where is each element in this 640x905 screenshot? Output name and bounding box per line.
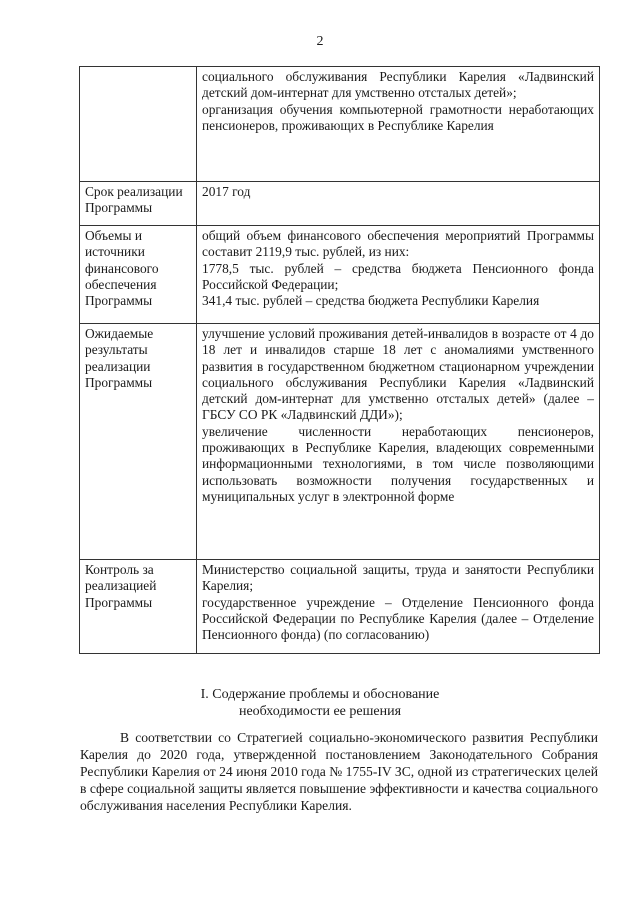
row-label bbox=[80, 67, 197, 182]
table-row-funding bbox=[80, 226, 600, 324]
section-heading-line: I. Содержание проблемы и обоснование bbox=[200, 687, 440, 702]
row-value bbox=[197, 182, 600, 226]
row-value bbox=[197, 67, 600, 182]
value-paragraph: государственное учреждение – Отделение Пенсионного фонда Российской Федерации по Республике Карелия (далее – Отделение Пенсионного фонда) (по согласованию) bbox=[202, 594, 594, 643]
body-paragraph: В соответствии со Стратегией социально-экономического развития Республики Карелия до 2020 года, утвержденной постановлением Законодательного Собрания Республики Карелия от 24 июня 2010 года № 1755-IV ЗС, одной из стратегических целей в сфере социальной защиты является повышение эффективности и качества социального обслуживания населения Республики Карелия. bbox=[80, 730, 598, 813]
row-value bbox=[197, 226, 600, 324]
table-row-term bbox=[80, 182, 600, 226]
value-paragraph: социального обслуживания Республики Карелия «Ладвинский детский дом-интернат для умственно отсталых детей»; bbox=[202, 69, 594, 101]
table-row-expected-results bbox=[80, 324, 600, 560]
value-paragraph: организация обучения компьютерной грамотности неработающих пенсионеров, проживающих в Республике Карелия bbox=[202, 101, 594, 133]
table-row-continuation bbox=[80, 67, 600, 182]
program-passport-table bbox=[79, 66, 600, 654]
value-paragraph: 341,4 тыс. рублей – средства бюджета Республики Карелия bbox=[202, 293, 540, 309]
section-heading-line: необходимости ее решения bbox=[238, 704, 402, 719]
section-heading bbox=[0, 686, 640, 720]
value-paragraph: общий объем финансового обеспечения мероприятий Программы составит 2119,9 тыс. рублей, из них: bbox=[202, 228, 594, 260]
row-label: Контроль за реализацией Программы bbox=[80, 560, 197, 654]
page-number: 2 bbox=[316, 34, 324, 49]
value-paragraph: улучшение условий проживания детей-инвалидов в возрасте от 4 до 18 лет и инвалидов старше 18 лет с аномалиями умственного развития в государственном бюджетном стационарном учреждении социального обслуживания Республики Карелия «Ладвинский детский дом-интернат для умственно отсталых детей» (далее – ГБСУ СО РК «Ладвинский ДДИ»); bbox=[202, 326, 594, 423]
value-paragraph: увеличение численности неработающих пенсионеров, проживающих в Республике Карелия, владеющих современными информационными технологиями, в том числе позволяющими использовать возможности получения государственных и муниципальных услуг в электронной форме bbox=[202, 423, 594, 504]
row-label: Срок реализации Программы bbox=[80, 182, 197, 226]
value-paragraph: 2017 год bbox=[202, 184, 251, 199]
row-label: Объемы и источники финансового обеспечения Программы bbox=[80, 226, 197, 324]
row-value bbox=[197, 560, 600, 654]
value-paragraph: 1778,5 тыс. рублей – средства бюджета Пенсионного фонда Российской Федерации; bbox=[202, 260, 594, 292]
value-paragraph: Министерство социальной защиты, труда и занятости Республики Карелия; bbox=[202, 562, 594, 594]
row-label: Ожидаемые результаты реализации Программы bbox=[80, 324, 197, 560]
table-row-control bbox=[80, 560, 600, 654]
row-value bbox=[197, 324, 600, 560]
